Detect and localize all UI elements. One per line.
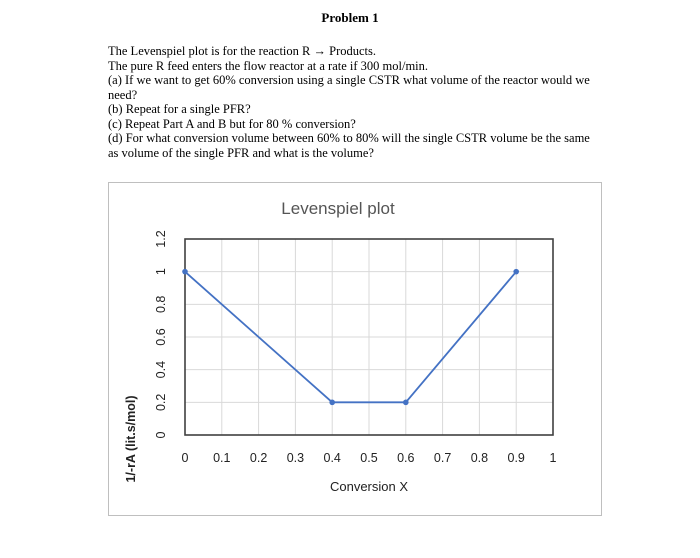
y-tick-label: 1.2: [154, 230, 168, 248]
tick-labels: [154, 230, 557, 465]
problem-title: Problem 1: [321, 10, 379, 25]
problem-line: The pure R feed enters the flow reactor at a rate if 300 mol/min.: [108, 58, 429, 73]
data-point: [513, 269, 519, 275]
x-tick-label: 1: [549, 451, 557, 465]
y-tick-label: 0: [154, 431, 168, 439]
levenspiel-chart: [109, 183, 601, 515]
data-point: [182, 269, 188, 275]
x-tick-label: 0.2: [249, 451, 268, 465]
x-tick-label: 0.9: [507, 451, 525, 465]
y-tick-label: 1: [154, 268, 168, 276]
y-tick-label: 0.4: [154, 360, 168, 379]
x-axis-label: Conversion X: [329, 479, 409, 494]
problem-line: (a) If we want to get 60% conversion using a single CSTR what volume of the reactor would we need?: [108, 73, 590, 102]
x-tick-label: 0.7: [433, 451, 452, 465]
x-tick-label: 0.8: [470, 451, 489, 465]
x-tick-label: 0.6: [397, 451, 415, 465]
problem-statement: [108, 44, 603, 160]
chart-frame: [108, 182, 602, 516]
data-point: [403, 400, 409, 406]
problem-line: (d) For what conversion volume between 60% to 80% will the single CSTR volume be the same as volume of the single PFR and what is the volume?: [108, 131, 590, 160]
grid: [185, 239, 553, 435]
x-tick-label: 0.1: [213, 451, 231, 465]
x-tick-label: 0.3: [286, 451, 305, 465]
x-tick-label: 0: [181, 451, 189, 465]
y-axis-label: 1/-rA (lit.s/mol): [124, 395, 138, 483]
chart-title: Levenspiel plot: [281, 199, 395, 218]
y-tick-label: 0.6: [154, 328, 168, 346]
y-tick-label: 0.2: [154, 393, 168, 412]
x-tick-label: 0.5: [360, 451, 378, 465]
problem-line: (b) Repeat for a single PFR?: [108, 102, 251, 116]
y-tick-label: 0.8: [154, 295, 168, 314]
data-point: [329, 400, 335, 406]
problem-line: The Levenspiel plot is for the reaction R → Products.: [108, 44, 376, 58]
x-tick-label: 0.4: [323, 451, 341, 465]
problem-line: (c) Repeat Part A and B but for 80 % conversion?: [108, 116, 356, 131]
